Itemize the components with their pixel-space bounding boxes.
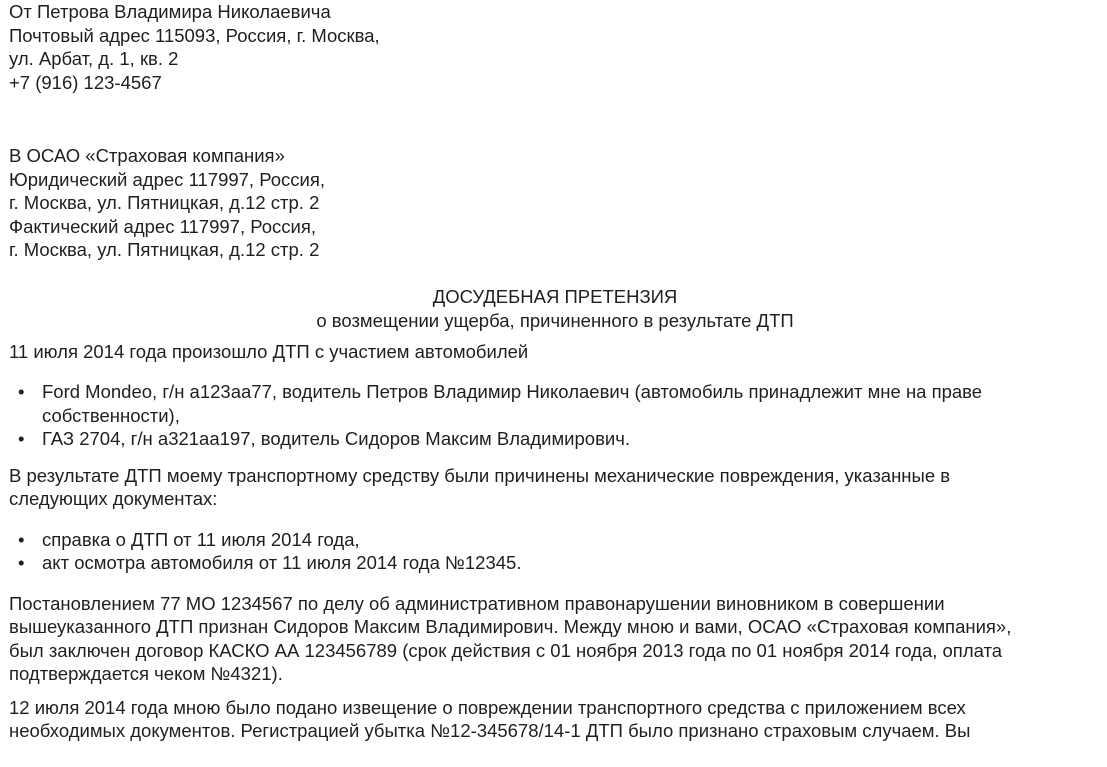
notice-paragraph bbox=[9, 696, 1101, 743]
sender-block bbox=[9, 0, 1101, 94]
sender-name: От Петрова Владимира Николаевича bbox=[9, 1, 331, 22]
recipient-actual-address: Фактический адрес 117997, Россия, bbox=[9, 215, 317, 237]
resolution-line-3: был заключен договор КАСКО АА 123456789 (срок действия с 01 ноября 2013 года по 01 ноября 2014 года, оплата bbox=[9, 639, 1003, 661]
bullet-icon: • bbox=[18, 381, 25, 402]
bullet-icon: • bbox=[18, 528, 25, 550]
damage-line-1: В результате ДТП моему транспортному средству были причинены механические повреждения, указанные в bbox=[9, 464, 951, 486]
documents-list bbox=[9, 528, 1101, 575]
list-item bbox=[9, 427, 1101, 451]
damage-paragraph bbox=[9, 464, 1101, 511]
vehicle-2-line-1: ГАЗ 2704, г/н а321аа197, водитель Сидоров Максим Владимирович. bbox=[42, 428, 631, 449]
recipient-legal-address: Юридический адрес 117997, Россия, bbox=[9, 168, 326, 190]
vehicles-list bbox=[9, 380, 1101, 451]
sender-postal-address: Почтовый адрес 115093, Россия, г. Москва, bbox=[9, 24, 380, 46]
document-2: акт осмотра автомобиля от 11 июля 2014 года №12345. bbox=[42, 552, 522, 573]
recipient-block bbox=[9, 144, 1101, 262]
bullet-icon: • bbox=[18, 428, 25, 449]
resolution-line-4: подтверждается чеком №4321). bbox=[9, 663, 283, 684]
notice-line-2: необходимых документов. Регистрацией убытка №12-345678/14-1 ДТП было признано страховым случаем. Вы bbox=[9, 720, 971, 741]
title-main: ДОСУДЕБНАЯ ПРЕТЕНЗИЯ bbox=[432, 285, 678, 307]
recipient-name: В ОСАО «Страховая компания» bbox=[9, 145, 285, 166]
document-title bbox=[9, 285, 1101, 334]
vehicle-1-line-1: Ford Mondeo, г/н а123аа77, водитель Петров Владимир Николаевич (автомобиль принадлежит мне на праве bbox=[42, 381, 983, 402]
recipient-actual-address-cont: г. Москва, ул. Пятницкая, д.12 стр. 2 bbox=[9, 239, 320, 260]
vehicle-1-line-2: собственности), bbox=[42, 404, 180, 426]
notice-line-1: 12 июля 2014 года мною было подано извещение о повреждении транспортного средства с приложением всех bbox=[9, 696, 966, 718]
claim-document bbox=[9, 0, 1101, 743]
intro-paragraph: 11 июля 2014 года произошло ДТП с участием автомобилей bbox=[9, 340, 529, 362]
list-item bbox=[9, 551, 1101, 575]
resolution-paragraph bbox=[9, 592, 1101, 686]
resolution-line-1: Постановлением 77 МО 1234567 по делу об административном правонарушении виновником в совершении bbox=[9, 592, 945, 614]
list-item bbox=[9, 528, 1101, 552]
recipient-legal-address-cont: г. Москва, ул. Пятницкая, д.12 стр. 2 bbox=[9, 192, 320, 213]
document-1: справка о ДТП от 11 июля 2014 года, bbox=[42, 528, 360, 550]
sender-phone: +7 (916) 123-4567 bbox=[9, 71, 162, 93]
resolution-line-2: вышеуказанного ДТП признан Сидоров Максим Владимирович. Между мною и вами, ОСАО «Страховая компания», bbox=[9, 616, 1012, 637]
sender-street-address: ул. Арбат, д. 1, кв. 2 bbox=[9, 48, 179, 69]
title-subtitle: о возмещении ущерба, причиненного в результате ДТП bbox=[316, 310, 794, 331]
damage-line-2: следующих документах: bbox=[9, 488, 218, 509]
bullet-icon: • bbox=[18, 552, 25, 573]
list-item bbox=[9, 380, 1101, 427]
